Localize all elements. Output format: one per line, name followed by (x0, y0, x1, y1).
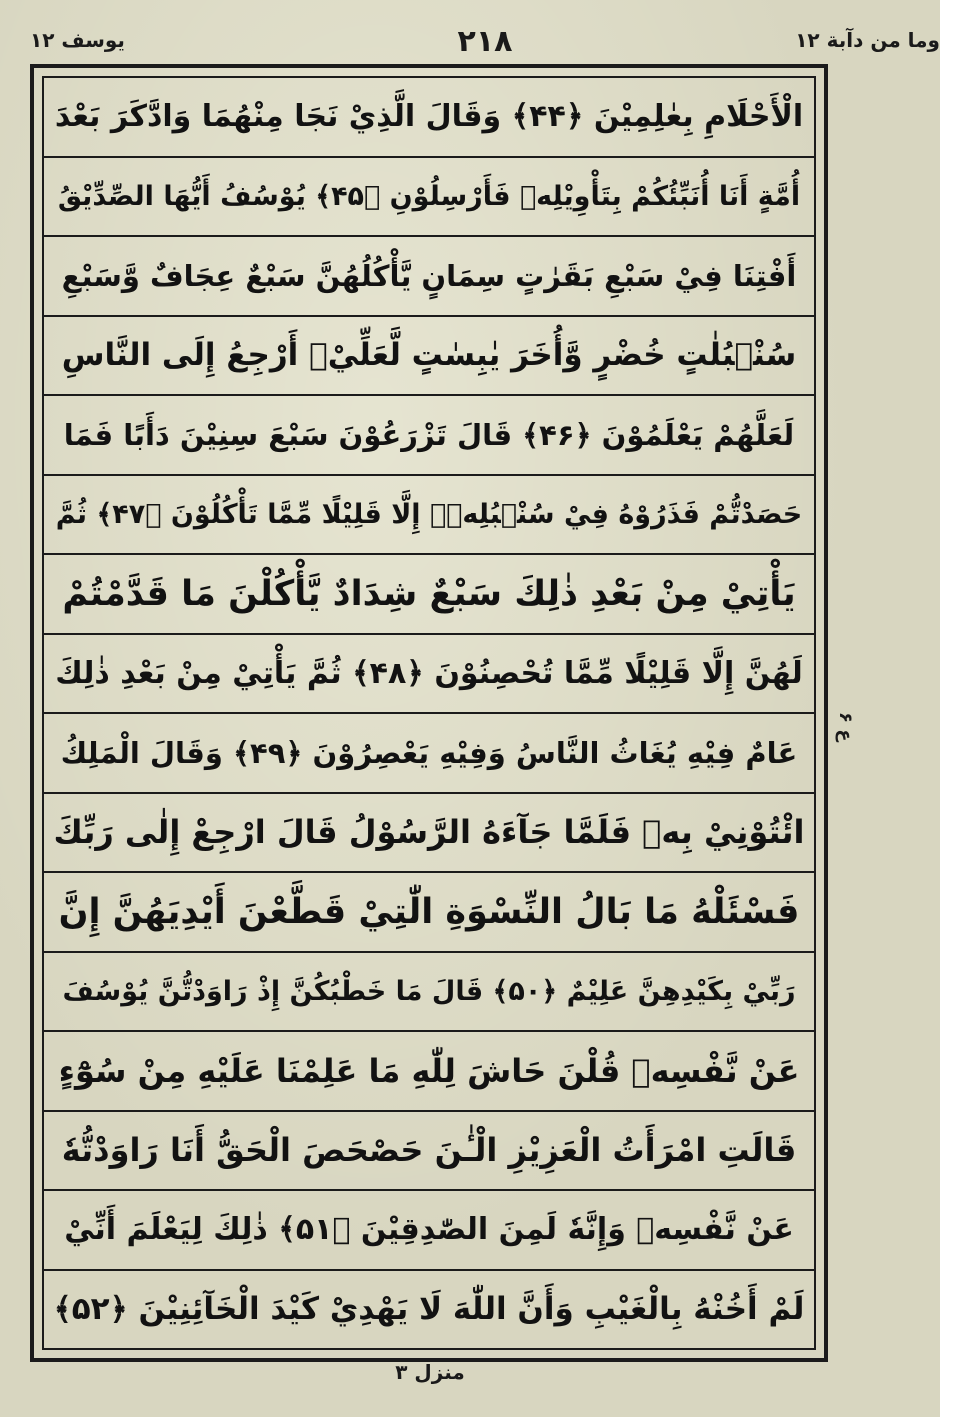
verse-line: الْأَحْلَامِ بِعٰلِمِيْنَ ﴿۴۴﴾ وَقَالَ الَّذِيْ نَجَا مِنْهُمَا وَادَّكَرَ بَعْدَ (44, 78, 814, 158)
text-frame-inner (42, 76, 816, 1350)
page-header (30, 24, 940, 62)
verse-line: يَأْتِيْ مِنْ بَعْدِ ذٰلِكَ سَبْعٌ شِدَادٌ يَّأْكُلْنَ مَا قَدَّمْتُمْ (44, 555, 814, 635)
ruku-marker: ع ۶ (835, 712, 856, 742)
verse-line: أُمَّةٍ أَنَا أُنَبِّئُكُمْ بِتَأْوِيْلِهٖ فَأَرْسِلُوْنِ ﴿۴۵﴾ يُوْسُفُ أَيُّهَا الصِّدِّيْقُ (44, 158, 814, 238)
verse-line: عَنْ نَّفْسِهٖ وَإِنَّهٗ لَمِنَ الصّٰدِقِيْنَ ﴿۵۱﴾ ذٰلِكَ لِيَعْلَمَ أَنِّيْ (44, 1191, 814, 1271)
verse-line: ائْتُوْنِيْ بِهٖ فَلَمَّا جَآءَهُ الرَّسُوْلُ قَالَ ارْجِعْ إِلٰى رَبِّكَ (44, 794, 814, 874)
verse-line: عَامٌ فِيْهِ يُغَاثُ النَّاسُ وَفِيْهِ يَعْصِرُوْنَ ﴿۴۹﴾ وَقَالَ الْمَلِكُ (44, 714, 814, 794)
verse-line: حَصَدْتُّمْ فَذَرُوْهُ فِيْ سُنْۢبُلِهٖۤ إِلَّا قَلِيْلًا مِّمَّا تَأْكُلُوْنَ ﴿۴۷﴾ ثُمَّ (44, 476, 814, 556)
verse-line: عَنْ نَّفْسِهٖ قُلْنَ حَاشَ لِلّٰهِ مَا عَلِمْنَا عَلَيْهِ مِنْ سُوْٓءٍ (44, 1032, 814, 1112)
juz-title: وما من دآبة ۱۲ (795, 28, 940, 52)
verse-line: رَبِّيْ بِكَيْدِهِنَّ عَلِيْمٌ ﴿۵۰﴾ قَالَ مَا خَطْبُكُنَّ إِذْ رَاوَدْتُّنَّ يُوْسُفَ (44, 953, 814, 1033)
verse-line: لَهُنَّ إِلَّا قَلِيْلًا مِّمَّا تُحْصِنُوْنَ ﴿۴۸﴾ ثُمَّ يَأْتِيْ مِنْ بَعْدِ ذٰلِكَ (44, 635, 814, 715)
surah-title: یوسف ۱۲ (30, 28, 125, 52)
verse-line: لَمْ أَخُنْهُ بِالْغَيْبِ وَأَنَّ اللّٰهَ لَا يَهْدِيْ كَيْدَ الْخَآئِنِيْنَ ﴿۵۲﴾ (53, 1291, 805, 1328)
verse-line: لَعَلَّهُمْ يَعْلَمُوْنَ ﴿۴۶﴾ قَالَ تَزْرَعُوْنَ سَبْعَ سِنِيْنَ دَأَبًا فَمَا (44, 396, 814, 476)
manzil-footer: منزل ۳ (395, 1360, 465, 1384)
verse-lines (44, 78, 814, 1348)
verse-line: سُنْۢبُلٰتٍ خُضْرٍ وَّأُخَرَ يٰبِسٰتٍ لَّعَلِّيْۤ أَرْجِعُ إِلَى النَّاسِ (44, 317, 814, 397)
verse-line: أَفْتِنَا فِيْ سَبْعِ بَقَرٰتٍ سِمَانٍ يَّأْكُلُهُنَّ سَبْعٌ عِجَافٌ وَّسَبْعِ (44, 237, 814, 317)
verse-line: فَسْئَلْهُ مَا بَالُ النِّسْوَةِ الّٰتِيْ قَطَّعْنَ أَيْدِيَهُنَّ إِنَّ (44, 873, 814, 953)
text-frame (30, 64, 828, 1362)
verse-line: قَالَتِ امْرَأَتُ الْعَزِيْزِ الْـٰٔنَ حَصْحَصَ الْحَقُّ أَنَا رَاوَدْتُّهٗ (44, 1112, 814, 1192)
page-number: ۲۱۸ (457, 24, 513, 59)
